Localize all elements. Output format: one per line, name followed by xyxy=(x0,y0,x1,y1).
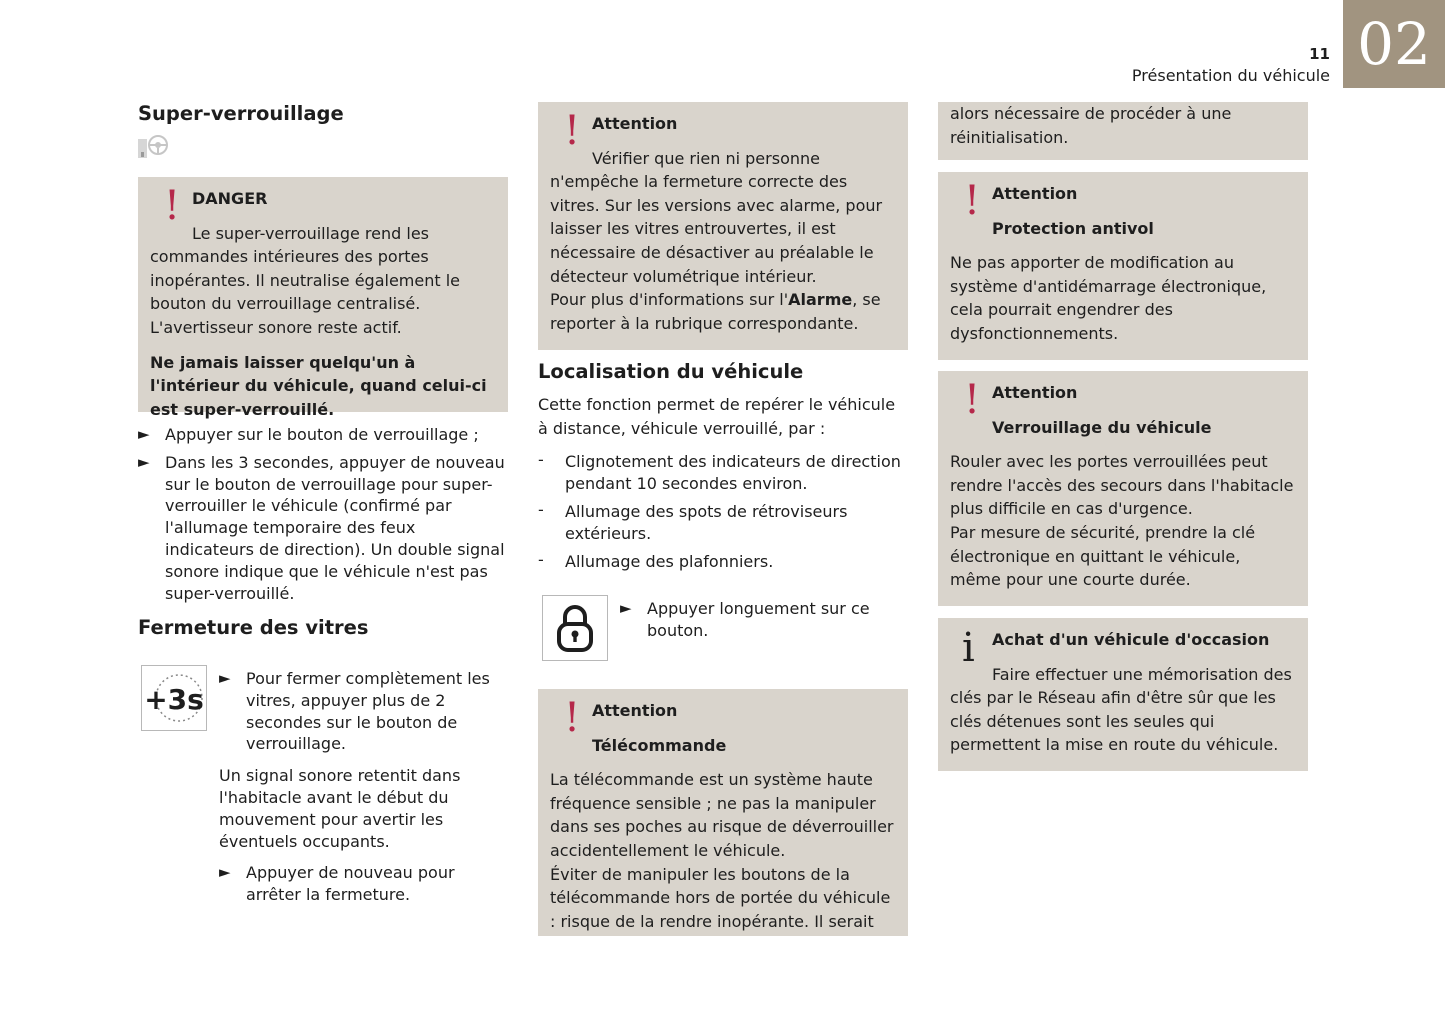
danger-warning: Ne jamais laisser quelqu'un à l'intérieur du véhicule, quand celui-ci est super-verrouillé. xyxy=(150,352,487,419)
attention-body2: Éviter de manipuler les boutons de la télécommande hors de portée du véhicule : risque de la rendre inopérante. Il serait xyxy=(550,864,891,931)
list-item xyxy=(138,424,508,446)
attention-subheading: Verrouillage du véhicule xyxy=(992,417,1212,437)
attention-windows-box xyxy=(538,102,908,350)
attention-body2: Par mesure de sécurité, prendre la clé électronique en quittant le véhicule, même pour une courte durée. xyxy=(950,522,1256,590)
continued-text: alors nécessaire de procéder à une réinitialisation. xyxy=(950,104,1232,147)
step-text: Appuyer de nouveau pour arrêter la fermeture. xyxy=(246,863,455,905)
list-text: Allumage des plafonniers. xyxy=(565,552,774,571)
attention-line1: Vérifier que rien ni personne xyxy=(592,148,820,168)
info-body: Faire effectuer une mémorisation des clés par le Réseau afin d'être sûr que les clés détenues sont les seules qui permettent la mise en route du véhicule. xyxy=(950,664,1292,755)
warning-icon: ! xyxy=(964,178,981,224)
danger-body: Le super-verrouillage rend les commandes intérieures des portes inopérantes. Il neutralise également le bouton du verrouillage centralisé. L'avertisseur sonore reste actif. xyxy=(150,223,461,337)
list-text: Clignotement des indicateurs de direction pendant 10 secondes environ. xyxy=(565,452,901,493)
list-text: Allumage des spots de rétroviseurs extérieurs. xyxy=(565,502,848,543)
attention-antitheft-box xyxy=(938,172,1308,360)
super-lock-steps xyxy=(138,424,508,610)
plus-3s-icon xyxy=(141,665,207,731)
attention-remote-box xyxy=(538,689,908,936)
list-item xyxy=(620,598,905,642)
step-text: Pour fermer complètement les vitres, appuyer plus de 2 secondes sur le bouton de verrouillage. xyxy=(246,669,490,754)
attention-heading: Attention xyxy=(592,701,678,720)
locate-list xyxy=(538,451,908,579)
attention-heading: Attention xyxy=(592,114,678,133)
info-heading: Achat d'un véhicule d'occasion xyxy=(992,630,1270,649)
key-remote-icon xyxy=(138,135,174,161)
continued-box xyxy=(938,102,1308,160)
warning-icon: ! xyxy=(964,377,981,423)
super-lock-title: Super-verrouillage xyxy=(138,102,344,125)
list-item xyxy=(138,452,508,605)
arrow-icon: ► xyxy=(138,452,150,471)
arrow-icon: ► xyxy=(620,599,632,617)
arrow-icon: ► xyxy=(219,669,231,687)
chapter-tab: 02 xyxy=(1343,0,1445,88)
step-text: Appuyer longuement sur ce bouton. xyxy=(647,599,870,640)
danger-box xyxy=(138,177,508,419)
list-item xyxy=(219,862,504,906)
list-item xyxy=(538,551,908,573)
locate-intro: Cette fonction permet de repérer le véhicule à distance, véhicule verrouillé, par : xyxy=(538,395,896,438)
warning-icon: ! xyxy=(564,695,581,741)
info-used-vehicle-box xyxy=(938,618,1308,771)
attention-body: La télécommande est un système haute fréquence sensible ; ne pas la manipuler dans ses poches au risque de déverrouiller accidentellement le véhicule. xyxy=(550,770,894,860)
lock-step xyxy=(620,598,905,648)
arrow-icon: ► xyxy=(138,425,150,443)
attention-subheading: Télécommande xyxy=(592,735,727,755)
info-icon: i xyxy=(962,625,975,671)
windows-steps xyxy=(219,668,504,912)
list-item xyxy=(538,501,908,545)
list-item xyxy=(538,451,908,495)
attention-body: n'empêche la fermeture correcte des vitres. Sur les versions avec alarme, pour laisser les vitres entrouvertes, il est nécessaire de désactiver au préalable le détecteur volumétrique intérieur. xyxy=(550,172,883,286)
attention-body: Rouler avec les portes verrouillées peut rendre l'accès des secours dans l'habitacle plus difficile en cas d'urgence. xyxy=(950,452,1294,519)
attention-heading: Attention xyxy=(992,184,1078,203)
attention-locking-box xyxy=(938,371,1308,606)
locate-title: Localisation du véhicule xyxy=(538,360,804,383)
page-number: 11 xyxy=(1309,45,1330,63)
dash-icon: - xyxy=(538,500,544,519)
step-text: Appuyer sur le bouton de verrouillage ; xyxy=(165,425,479,444)
plus-3s-text: +3s xyxy=(144,683,204,716)
lock-icon xyxy=(542,595,608,661)
attention-more xyxy=(550,288,896,335)
attention-heading: Attention xyxy=(992,383,1078,402)
alarm-link-text: Alarme xyxy=(788,290,853,310)
more-prefix: Pour plus d'informations sur l' xyxy=(550,290,789,310)
danger-heading: DANGER xyxy=(192,189,268,208)
attention-subheading: Protection antivol xyxy=(992,218,1154,238)
list-item xyxy=(219,668,504,755)
section-title: Présentation du véhicule xyxy=(1131,66,1330,85)
dash-icon: - xyxy=(538,550,544,569)
step-text: Dans les 3 secondes, appuyer de nouveau sur le bouton de verrouillage pour super-verrouiller le véhicule (confirmé par l'allumage temporaire des feux indicateurs de direction). Un double signal sonore indique que le véhicule n'est pas super-verrouillé. xyxy=(165,452,505,603)
windows-title: Fermeture des vitres xyxy=(138,616,369,639)
windows-note: Un signal sonore retentit dans l'habitacle avant le début du mouvement pour avertir les éventuels occupants. xyxy=(219,766,461,851)
attention-body: Ne pas apporter de modification au système d'antidémarrage électronique, cela pourrait engendrer des dysfonctionnements. xyxy=(950,253,1267,343)
dash-icon: - xyxy=(538,450,544,469)
warning-icon: ! xyxy=(564,108,581,154)
more-suffix: , se reporter à la rubrique correspondante. xyxy=(550,290,881,333)
warning-icon: ! xyxy=(164,183,181,229)
arrow-icon: ► xyxy=(219,863,231,882)
